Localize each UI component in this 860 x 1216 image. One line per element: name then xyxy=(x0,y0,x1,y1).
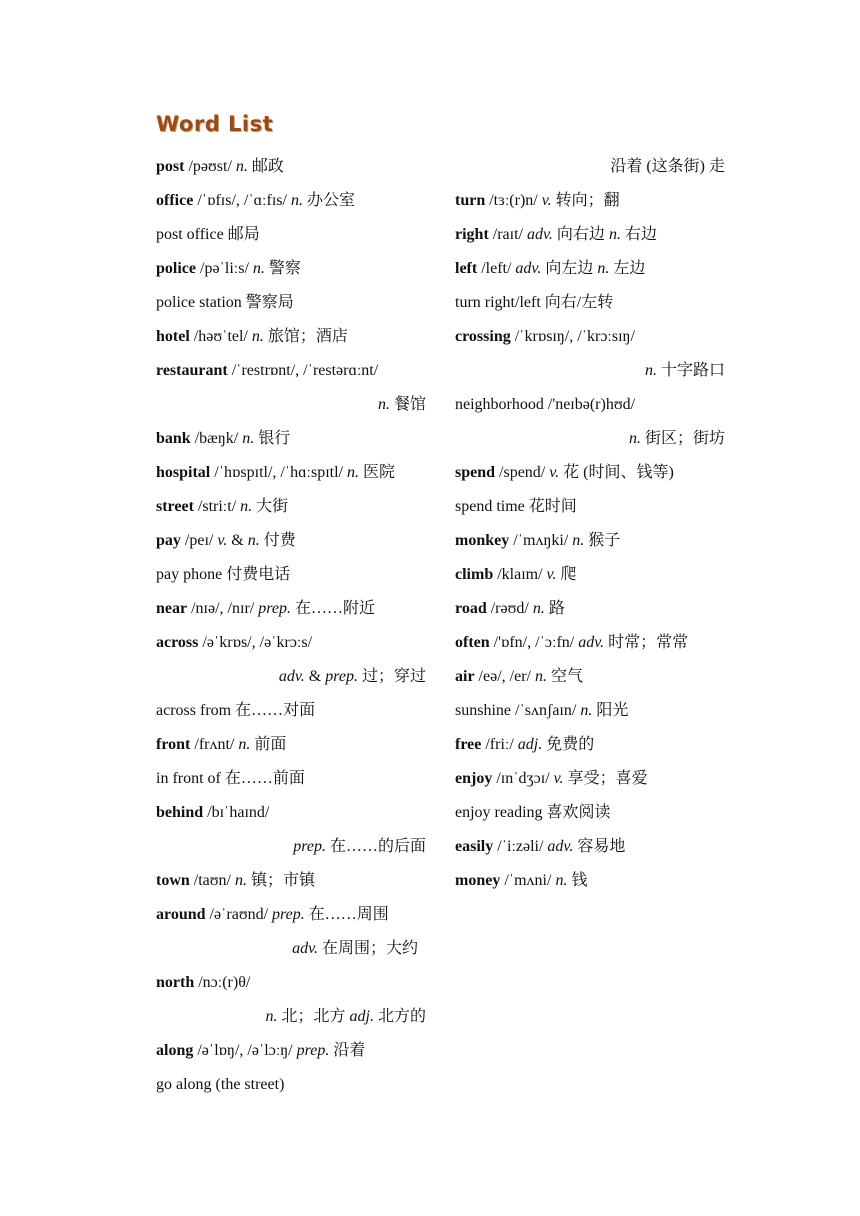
entry-text: /klaɪm/ xyxy=(493,566,547,583)
entry-text: 邮政 xyxy=(247,158,284,175)
headword: money xyxy=(455,872,501,889)
word-entry-line xyxy=(455,422,725,456)
word-entry-line xyxy=(455,286,725,320)
headword: spend xyxy=(455,464,496,481)
entry-text: /rəʊd/ xyxy=(486,600,533,617)
word-entry-line xyxy=(156,898,426,932)
entry-text: 容易地 xyxy=(573,838,626,855)
headword: post xyxy=(156,158,185,175)
entry-text: 转向；翻 xyxy=(551,192,620,209)
entry-text: 警察 xyxy=(264,260,301,277)
entry-text: in front of 在……前面 xyxy=(156,770,305,787)
part-of-speech: prep. xyxy=(293,838,326,855)
word-entry-line xyxy=(156,864,426,898)
entry-text: pay phone 付费电话 xyxy=(156,566,291,583)
entry-text: /ˈiːzəli/ xyxy=(493,838,548,855)
word-entry-line xyxy=(455,626,725,660)
entry-text: 享受；喜爱 xyxy=(563,770,648,787)
entry-text: across from 在……对面 xyxy=(156,702,316,719)
part-of-speech: adv. xyxy=(515,260,542,277)
entry-text: /taʊn/ xyxy=(189,872,235,889)
word-entry-line xyxy=(156,932,426,966)
word-entry-line xyxy=(156,966,426,1000)
entry-text: 付费 xyxy=(259,532,296,549)
headword: front xyxy=(156,736,191,753)
word-entry-line xyxy=(455,694,725,728)
entry-text: /spend/ xyxy=(495,464,550,481)
headword: across xyxy=(156,634,199,651)
part-of-speech: n. xyxy=(265,1008,278,1025)
entry-text: /ˈrestrɒnt/, /ˈrestərɑːnt/ xyxy=(227,362,379,379)
entry-text: 北；北方 xyxy=(277,1008,350,1025)
entry-text: /bɪˈhaɪnd/ xyxy=(203,804,270,821)
entry-text: 左边 xyxy=(609,260,646,277)
part-of-speech: v. xyxy=(546,566,557,583)
entry-text: 阳光 xyxy=(592,702,629,719)
headword: office xyxy=(156,192,194,209)
word-entry-line xyxy=(156,626,426,660)
part-of-speech: adj. xyxy=(517,736,543,753)
word-entry-line xyxy=(455,388,725,422)
headword: crossing xyxy=(455,328,511,345)
word-entry-line xyxy=(156,1034,426,1068)
headword: easily xyxy=(455,838,494,855)
page-title: Word List xyxy=(156,112,274,136)
entry-text: /peɪ/ xyxy=(180,532,218,549)
headword: monkey xyxy=(455,532,510,549)
entry-text: 旅馆；酒店 xyxy=(263,328,348,345)
word-entry-line xyxy=(156,150,426,184)
word-entry-line xyxy=(156,490,426,524)
word-entry-line xyxy=(156,592,426,626)
part-of-speech: n. xyxy=(235,872,247,889)
part-of-speech: n. xyxy=(580,702,593,719)
word-entry-line xyxy=(455,762,725,796)
entry-text: & xyxy=(227,532,248,549)
word-entry-line xyxy=(455,184,725,218)
word-entry-line xyxy=(455,252,725,286)
part-of-speech: adv. xyxy=(547,838,574,855)
entry-text: 过；穿过 xyxy=(357,668,426,685)
entry-text: 爬 xyxy=(556,566,577,583)
word-entry-line xyxy=(156,728,426,762)
entry-text: 在周围；大约 xyxy=(317,940,418,957)
headword: behind xyxy=(156,804,204,821)
part-of-speech: prep. xyxy=(296,1042,330,1059)
entry-text: /bæŋk/ xyxy=(190,430,243,447)
entry-text: /left/ xyxy=(477,260,516,277)
entry-text: neighborhood /'neɪbə(r)hʊd/ xyxy=(455,396,636,413)
word-entry-line xyxy=(455,728,725,762)
word-entry-line xyxy=(156,1000,426,1034)
word-entry-line xyxy=(455,320,725,354)
part-of-speech: n. xyxy=(290,192,303,209)
headword: turn xyxy=(455,192,486,209)
word-entry-line xyxy=(156,762,426,796)
headword: often xyxy=(455,634,490,651)
entry-text: police station 警察局 xyxy=(156,294,294,311)
entry-text: 沿着 (这条街) 走 xyxy=(610,158,725,175)
word-entry-line xyxy=(455,490,725,524)
part-of-speech: n. xyxy=(240,498,253,515)
entry-text: /pəˈliːs/ xyxy=(196,260,253,277)
word-entry-line xyxy=(455,218,725,252)
part-of-speech: n. xyxy=(572,532,585,549)
entry-text: /eə/, /er/ xyxy=(474,668,535,685)
entry-text: /ˈmʌŋki/ xyxy=(509,532,573,549)
part-of-speech: adv. xyxy=(292,940,318,957)
part-of-speech: n. xyxy=(377,396,390,413)
headword: enjoy xyxy=(455,770,493,787)
entry-text: /həʊˈtel/ xyxy=(189,328,252,345)
part-of-speech: prep. xyxy=(272,906,305,923)
entry-text: 十字路口 xyxy=(656,362,725,379)
word-entry-line xyxy=(156,796,426,830)
headword: restaurant xyxy=(156,362,228,379)
part-of-speech: n. xyxy=(534,668,547,685)
part-of-speech: n. xyxy=(608,226,621,243)
word-entry-line xyxy=(455,592,725,626)
entry-text: turn right/left 向右/左转 xyxy=(455,294,614,311)
word-entry-line xyxy=(156,184,426,218)
word-entry-line xyxy=(156,252,426,286)
entry-text: /ˈɒfɪs/, /ˈɑːfɪs/ xyxy=(193,192,291,209)
headword: town xyxy=(156,872,190,889)
entry-text: 镇；市镇 xyxy=(247,872,316,889)
part-of-speech: adv. xyxy=(278,668,305,685)
part-of-speech: v. xyxy=(217,532,228,549)
entry-text: /tɜː(r)n/ xyxy=(485,192,542,209)
word-entry-line xyxy=(156,558,426,592)
part-of-speech: v. xyxy=(553,770,564,787)
word-entry-line xyxy=(156,660,426,694)
entry-text: /ɪnˈdʒɔɪ/ xyxy=(492,770,554,787)
entry-text: /raɪt/ xyxy=(488,226,527,243)
headword: near xyxy=(156,600,188,617)
word-entry-line xyxy=(455,354,725,388)
entry-text: /ˈhɒspɪtl/, /ˈhɑːspɪtl/ xyxy=(210,464,347,481)
entry-text: sunshine /ˈsʌnʃaɪn/ xyxy=(455,702,581,719)
headword: police xyxy=(156,260,196,277)
entry-text: 前面 xyxy=(250,736,287,753)
entry-text: 空气 xyxy=(546,668,583,685)
entry-text: go along (the street) xyxy=(156,1076,285,1093)
entry-text: 沿着 xyxy=(329,1042,366,1059)
headword: right xyxy=(455,226,489,243)
entry-text: 大街 xyxy=(252,498,289,515)
entry-text: /striːt/ xyxy=(193,498,241,515)
entry-text: /'ɒfn/, /ˈɔːfn/ xyxy=(489,634,579,651)
entry-text: /nɔː(r)θ/ xyxy=(194,974,251,991)
entry-text: /ˈkrɒsɪŋ/, /ˈkrɔːsɪŋ/ xyxy=(510,328,635,345)
word-list-right-column xyxy=(455,150,725,898)
headword: hospital xyxy=(156,464,211,481)
entry-text: 时常；常常 xyxy=(604,634,689,651)
entry-text: 免费的 xyxy=(542,736,595,753)
part-of-speech: n. xyxy=(247,532,260,549)
word-entry-line xyxy=(156,524,426,558)
word-entry-line xyxy=(156,218,426,252)
part-of-speech: prep. xyxy=(325,668,358,685)
word-entry-line xyxy=(455,524,725,558)
headword: pay xyxy=(156,532,181,549)
headword: bank xyxy=(156,430,191,447)
headword: hotel xyxy=(156,328,190,345)
entry-text: 花 (时间、钱等) xyxy=(559,464,674,481)
entry-text: 北方的 xyxy=(373,1008,426,1025)
word-entry-line xyxy=(455,796,725,830)
entry-text: 钱 xyxy=(567,872,588,889)
entry-text: 右边 xyxy=(620,226,657,243)
entry-text: post office 邮局 xyxy=(156,226,260,243)
word-entry-line xyxy=(455,864,725,898)
part-of-speech: v. xyxy=(549,464,560,481)
part-of-speech: n. xyxy=(532,600,545,617)
entry-text: /frʌnt/ xyxy=(190,736,239,753)
word-entry-line xyxy=(156,388,426,422)
part-of-speech: n. xyxy=(347,464,359,481)
part-of-speech: n. xyxy=(242,430,255,447)
word-entry-line xyxy=(156,456,426,490)
part-of-speech: prep. xyxy=(258,600,291,617)
part-of-speech: n. xyxy=(238,736,251,753)
entry-text: 路 xyxy=(544,600,565,617)
word-entry-line xyxy=(156,830,426,864)
entry-text: 向右边 xyxy=(552,226,609,243)
entry-text: 医院 xyxy=(359,464,396,481)
entry-text: 银行 xyxy=(254,430,291,447)
headword: street xyxy=(156,498,194,515)
entry-text: 在……周围 xyxy=(304,906,389,923)
word-entry-line xyxy=(156,354,426,388)
part-of-speech: adv. xyxy=(578,634,605,651)
word-entry-line xyxy=(156,422,426,456)
headword: left xyxy=(455,260,478,277)
word-entry-line xyxy=(156,320,426,354)
part-of-speech: n. xyxy=(597,260,610,277)
word-entry-line xyxy=(455,150,725,184)
headword: air xyxy=(455,668,475,685)
entry-text: 餐馆 xyxy=(389,396,426,413)
headword: around xyxy=(156,906,206,923)
part-of-speech: adj. xyxy=(349,1008,374,1025)
word-list-left-column xyxy=(156,150,426,1102)
entry-text: 在……附近 xyxy=(290,600,375,617)
word-entry-line xyxy=(156,694,426,728)
entry-text: 街区；街坊 xyxy=(640,430,725,447)
word-entry-line xyxy=(455,558,725,592)
headword: road xyxy=(455,600,487,617)
entry-text: enjoy reading 喜欢阅读 xyxy=(455,804,611,821)
headword: north xyxy=(156,974,195,991)
entry-text: 办公室 xyxy=(302,192,355,209)
word-entry-line xyxy=(455,456,725,490)
headword: along xyxy=(156,1042,194,1059)
word-entry-line xyxy=(455,660,725,694)
entry-text: /əˈlɒŋ/, /əˈlɔːŋ/ xyxy=(193,1042,297,1059)
entry-text: 在……的后面 xyxy=(325,838,426,855)
entry-text: 猴子 xyxy=(584,532,621,549)
part-of-speech: n. xyxy=(555,872,568,889)
headword: climb xyxy=(455,566,494,583)
entry-text: /əˈraʊnd/ xyxy=(205,906,273,923)
entry-text: /əˈkrɒs/, /əˈkrɔːs/ xyxy=(198,634,313,651)
word-entry-line xyxy=(156,286,426,320)
entry-text: /ˈmʌni/ xyxy=(500,872,556,889)
part-of-speech: n. xyxy=(644,362,657,379)
part-of-speech: n. xyxy=(252,260,265,277)
part-of-speech: n. xyxy=(628,430,641,447)
word-entry-line xyxy=(156,1068,426,1102)
entry-text: & xyxy=(304,668,326,685)
word-entry-line xyxy=(455,830,725,864)
part-of-speech: n. xyxy=(235,158,248,175)
part-of-speech: v. xyxy=(541,192,552,209)
entry-text: spend time 花时间 xyxy=(455,498,577,515)
part-of-speech: adv. xyxy=(527,226,553,243)
entry-text: /nɪə/, /nɪr/ xyxy=(187,600,259,617)
entry-text: /friː/ xyxy=(481,736,518,753)
entry-text: 向左边 xyxy=(541,260,598,277)
headword: free xyxy=(455,736,482,753)
entry-text: /pəʊst/ xyxy=(184,158,236,175)
part-of-speech: n. xyxy=(251,328,264,345)
